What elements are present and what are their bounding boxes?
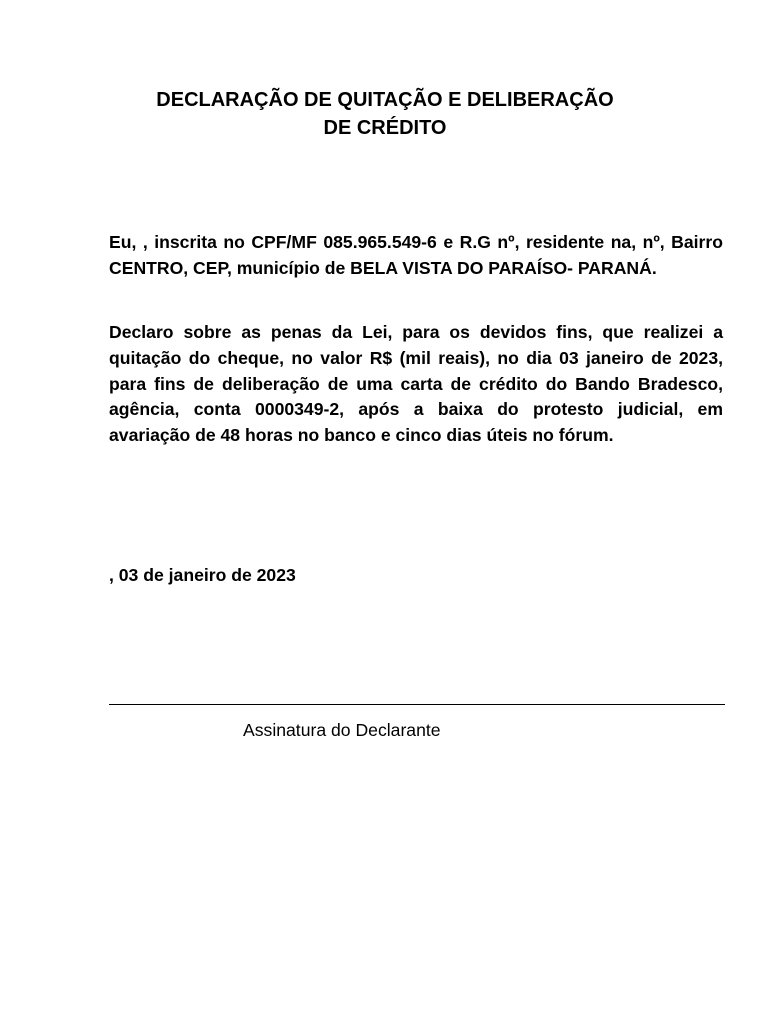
declaration-paragraph: Declaro sobre as penas da Lei, para os devidos fins, que realizei a quitação do cheque, no valor R$ (mil reais), no dia 03 janeiro de 2023, para fins de deliberação de uma carta de crédito do Bando Bradesco, agência, conta 0000349-2, após a baixa do protesto judicial, em avariação de 48 horas no banco e cinco dias úteis no fórum. [109, 322, 723, 446]
title-line-2: DE CRÉDITO [323, 117, 447, 139]
document-title [100, 86, 670, 142]
date-line: , 03 de janeiro de 2023 [109, 565, 296, 585]
signature-label: Assinatura do Declarante [243, 720, 441, 740]
title-line-1: DECLARAÇÃO DE QUITAÇÃO E DELIBERAÇÃO [156, 89, 614, 111]
signature-line [109, 704, 725, 705]
declarant-identification-paragraph: Eu, , inscrita no CPF/MF 085.965.549-6 e R.G nº, residente na, nº, Bairro CENTRO, CEP, município de BELA VISTA DO PARAÍSO- PARANÁ. [109, 232, 723, 278]
